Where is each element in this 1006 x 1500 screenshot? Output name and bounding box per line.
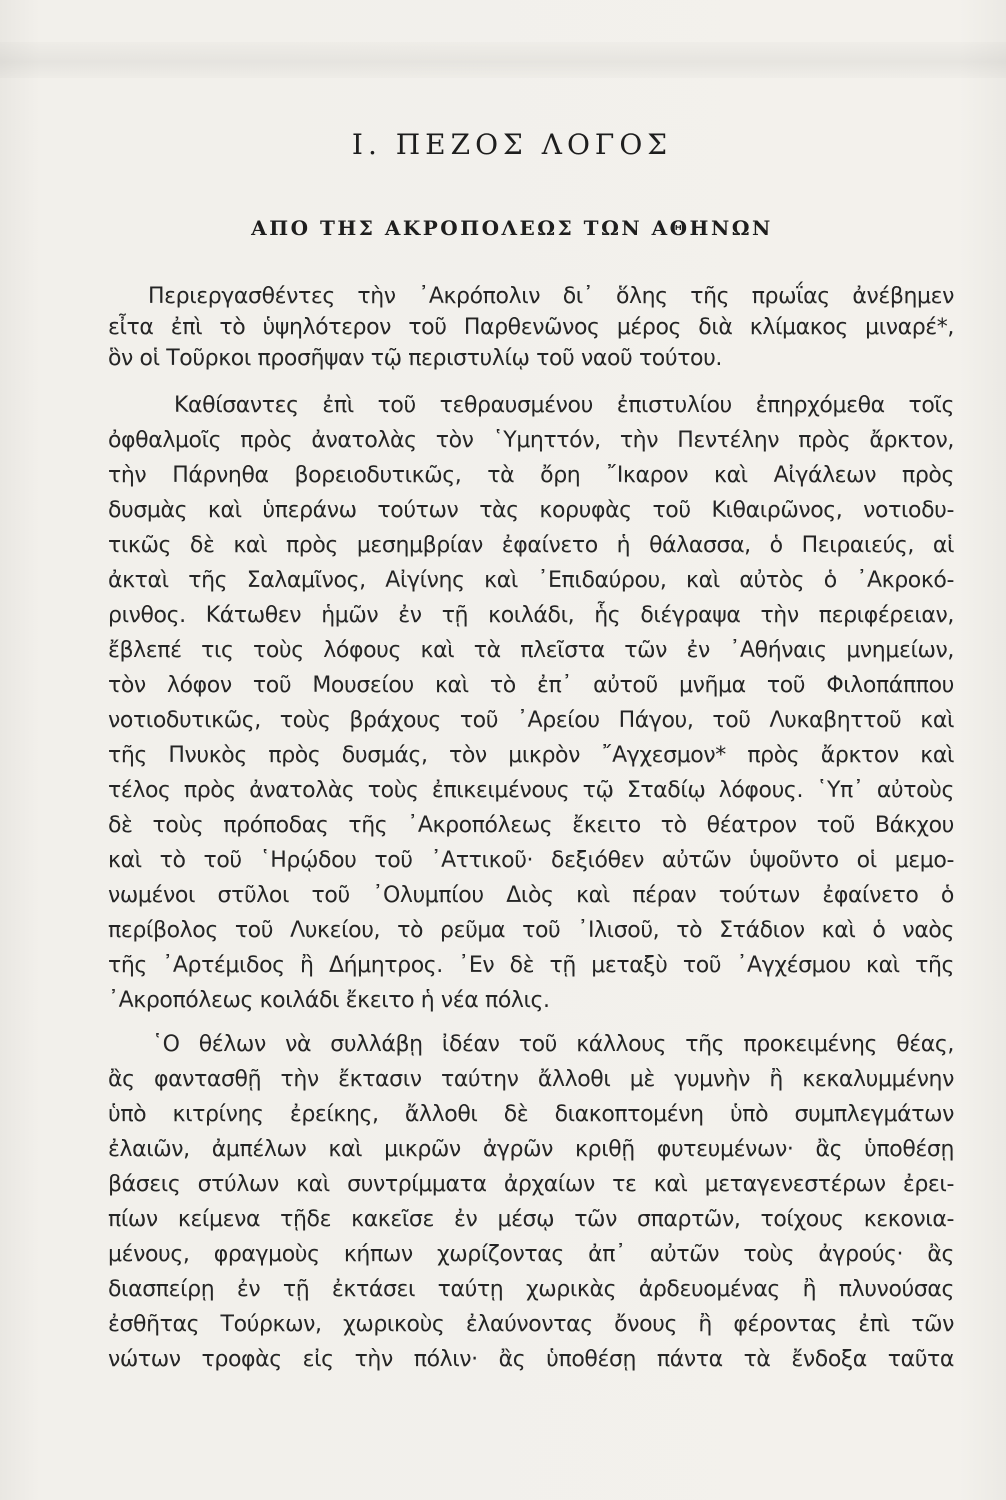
paragraph (108, 388, 954, 1018)
text-line: νοτιοδυτικῶς, τοὺς βράχους τοῦ ᾿Αρείου Πάγου, τοῦ Λυκαβηττοῦ καὶ (108, 708, 954, 733)
text-line: ἐσθῆτας Τούρκων, χωρικοὺς ἐλαύνοντας ὄνους ἢ φέροντας ἐπὶ τῶν (108, 1312, 954, 1337)
body-text (108, 281, 954, 1377)
text-line: βάσεις στύλων καὶ συντρίμματα ἀρχαίων τε καὶ μεταγενεστέρων ἐρει- (108, 1172, 954, 1197)
text-line: καὶ τὸ τοῦ ῾Ηρῴδου τοῦ ᾿Αττικοῦ· δεξιόθεν αὐτῶν ὑψοῦντο οἱ μεμο- (108, 848, 954, 873)
text-line: τέλος πρὸς ἀνατολὰς τοὺς ἐπικειμένους τῷ Σταδίῳ λόφους. ῾Υπ᾿ αὐτοὺς (108, 778, 954, 803)
text-line: τὴν Πάρνηθα βορειοδυτικῶς, τὰ ὄρη ῎Ικαρον καὶ Αἰγάλεων πρὸς (108, 463, 954, 488)
text-line: μένους, φραγμοὺς κήπων χωρίζοντας ἀπ᾿ αὐτῶν τοὺς ἀγρούς· ἂς (108, 1242, 954, 1267)
text-line: διασπείρῃ ἐν τῇ ἐκτάσει ταύτῃ χωρικὰς ἀρδευομένας ἢ πλυνούσας (108, 1277, 954, 1302)
text-line: πίων κείμενα τῇδε κακεῖσε ἐν μέσῳ τῶν σπαρτῶν, τοίχους κεκονια- (108, 1207, 954, 1232)
text-line: νώτων τροφὰς εἰς τὴν πόλιν· ἂς ὑποθέσῃ πάντα τὰ ἔνδοξα ταῦτα (108, 1347, 954, 1372)
text-line: τὸν λόφον τοῦ Μουσείου καὶ τὸ ἐπ᾿ αὐτοῦ μνῆμα τοῦ Φιλοπάππου (108, 673, 954, 698)
text-line: δυσμὰς καὶ ὑπεράνω τούτων τὰς κορυφὰς τοῦ Κιθαιρῶνος, νοτιοδυ- (108, 498, 954, 523)
text-line: Καθίσαντες ἐπὶ τοῦ τεθραυσμένου ἐπιστυλίου ἐπηρχόμεθα τοῖς (174, 393, 954, 418)
text-line: τῆς Πνυκὸς πρὸς δυσμάς, τὸν μικρὸν ῎Αγχεσμον* πρὸς ἄρκτον καὶ (108, 743, 954, 768)
paragraph (108, 1027, 954, 1377)
text-line: τῆς ᾿Αρτέμιδος ἢ Δήμητρος. ᾿Εν δὲ τῇ μεταξὺ τοῦ ᾿Αγχέσμου καὶ τῆς (108, 953, 954, 978)
text-line: ὀφθαλμοῖς πρὸς ἀνατολὰς τὸν ῾Υμηττόν, τὴν Πεντέλην πρὸς ἄρκτον, (108, 428, 954, 453)
text-line: ᾿Ακροπόλεως κοιλάδι ἔκειτο ἡ νέα πόλις. (108, 988, 550, 1013)
text-line: δὲ τοὺς πρόποδας τῆς ᾿Ακροπόλεως ἔκειτο τὸ θέατρον τοῦ Βάκχου (108, 813, 954, 838)
text-line: ἀκταὶ τῆς Σαλαμῖνος, Αἰγίνης καὶ ᾿Επιδαύρου, καὶ αὐτὸς ὁ ᾿Ακροκό- (108, 568, 954, 593)
text-line: ἐλαιῶν, ἀμπέλων καὶ μικρῶν ἀγρῶν κριθῇ φυτευμένων· ἂς ὑποθέσῃ (108, 1137, 954, 1162)
paragraph (108, 281, 954, 374)
chapter-title: Ι. ΠΕΖΟΣ ΛΟΓΟΣ (351, 128, 673, 161)
text-line: ἔβλεπέ τις τοὺς λόφους καὶ τὰ πλεῖστα τῶν ἐν ᾿Αθήναις μνημείων, (108, 638, 954, 663)
text-line: νωμένοι στῦλοι τοῦ ᾿Ολυμπίου Διὸς καὶ πέραν τούτων ἐφαίνετο ὁ (108, 883, 954, 908)
text-line: Περιεργασθέντες τὴν ᾿Ακρόπολιν δι᾿ ὅλης τῆς πρωΐας ἀνέβημεν (148, 284, 954, 309)
text-line: τικῶς δὲ καὶ πρὸς μεσημβρίαν ἐφαίνετο ἡ θάλασσα, ὁ Πειραιεύς, αἱ (108, 533, 954, 558)
text-line: ὃν οἱ Τοῦρκοι προσῆψαν τῷ περιστυλίῳ τοῦ ναοῦ τούτου. (108, 346, 723, 371)
text-line: ἂς φαντασθῇ τὴν ἔκτασιν ταύτην ἄλλοθι μὲ γυμνὴν ἢ κεκαλυμμένην (108, 1067, 954, 1092)
text-line: ὑπὸ κιτρίνης ἐρείκης, ἄλλοθι δὲ διακοπτομένη ὑπὸ συμπλεγμάτων (108, 1102, 954, 1127)
bleed-through-shadow (0, 42, 1006, 78)
text-line: ρινθος. Κάτωθεν ἡμῶν ἐν τῇ κοιλάδι, ἧς διέγραψα τὴν περιφέρειαν, (108, 603, 954, 628)
text-line: ῾Ο θέλων νὰ συλλάβῃ ἰδέαν τοῦ κάλλους τῆς προκειμένης θέας, (152, 1032, 954, 1057)
text-line: περίβολος τοῦ Λυκείου, τὸ ρεῦμα τοῦ ᾿Ιλισοῦ, τὸ Στάδιον καὶ ὁ ναὸς (108, 918, 954, 943)
section-heading: ΑΠΟ ΤΗΣ ΑΚΡΟΠΟΛΕΩΣ ΤΩΝ ΑΘΗΝΩΝ (251, 216, 773, 240)
text-line: εἶτα ἐπὶ τὸ ὑψηλότερον τοῦ Παρθενῶνος μέρος διὰ κλίμακος μιναρέ*, (108, 315, 954, 340)
